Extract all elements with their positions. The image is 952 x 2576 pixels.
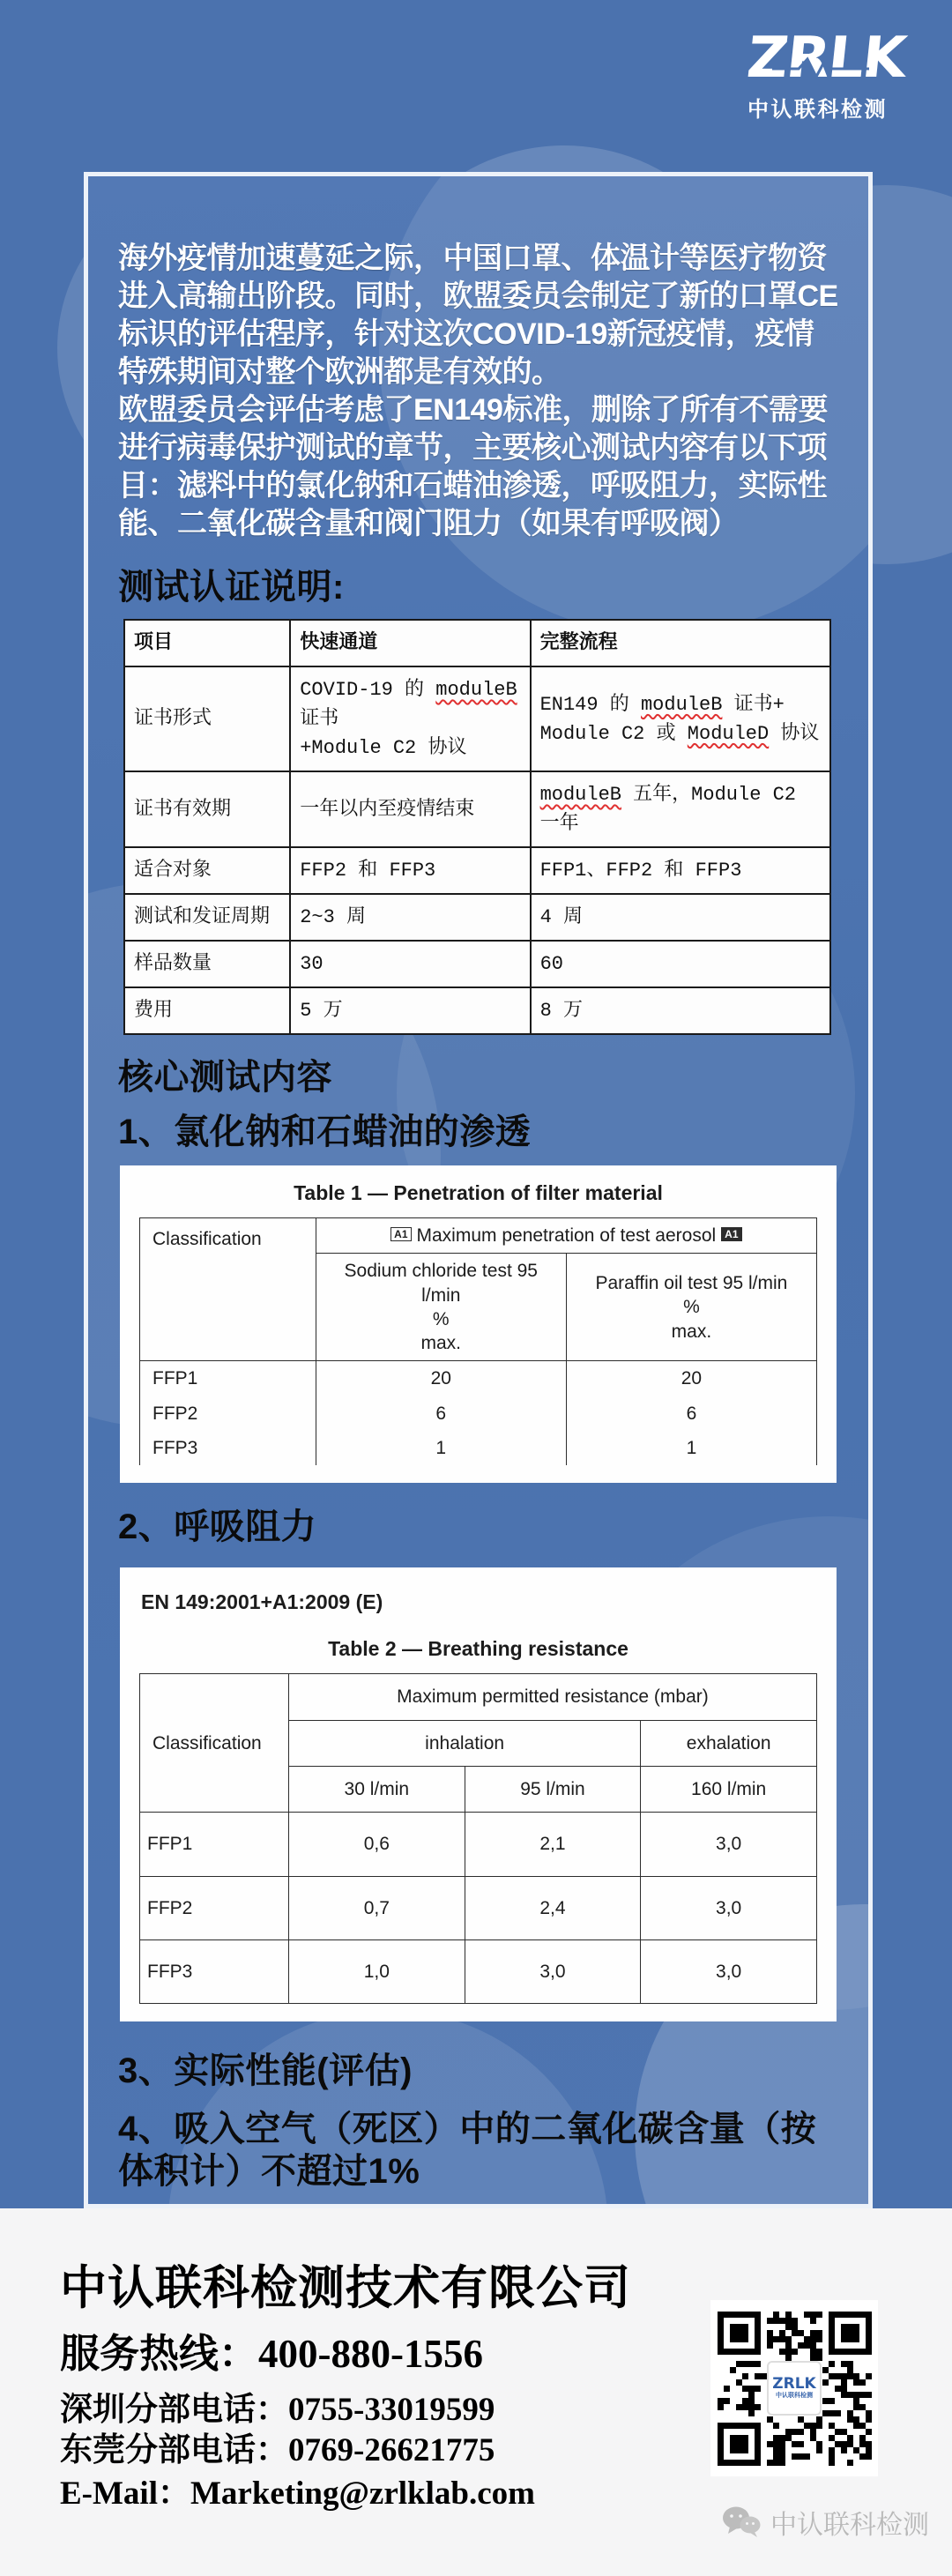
column-header: 项目 xyxy=(124,620,290,666)
table-row xyxy=(140,1813,817,1876)
penetration-table xyxy=(139,1217,817,1465)
shenzhen-phone: 深圳分部电话：0755-33019599 xyxy=(60,2392,495,2428)
table-cell: 样品数量 xyxy=(124,941,290,987)
table-cell: FFP1 xyxy=(140,1813,289,1876)
column-header: 完整流程 xyxy=(531,620,830,666)
table-row xyxy=(140,1396,817,1431)
table-cell: 6 xyxy=(566,1396,816,1431)
qr-center-logo xyxy=(767,2361,822,2416)
table2-flow-160: 160 l/min xyxy=(641,1766,817,1812)
table-cell: 2,4 xyxy=(465,1876,641,1939)
table2-exhalation-header: exhalation xyxy=(641,1720,817,1766)
intro-paragraph-1: 海外疫情加速蔓延之际，中国口罩、体温计等医疗物资进入高输出阶段。同时，欧盟委员会制定了新的口罩CE标识的评估程序，针对这次COVID-19新冠疫情，疫情特殊期间对整个欧洲都是有效的。 xyxy=(118,242,838,389)
table1-subheader-nacl: Sodium chloride test 95 l/min % max. xyxy=(316,1254,566,1361)
email-address: E-Mail：Marketing@zrlklab.com xyxy=(60,2475,535,2512)
column-header: 快速通道 xyxy=(290,620,530,666)
table-row xyxy=(124,941,830,987)
table-row xyxy=(140,1939,817,2003)
table2-classification-header: Classification xyxy=(140,1674,289,1813)
table-cell: 1 xyxy=(316,1431,566,1465)
table2-span-header: Maximum permitted resistance (mbar) xyxy=(288,1674,816,1720)
table-cell: EN149 的 moduleB 证书+ Module C2 或 ModuleD 协议 xyxy=(531,666,830,771)
company-name: 中认联科检测技术有限公司 xyxy=(60,2262,631,2314)
table-cell: 证书有效期 xyxy=(124,771,290,847)
table-cell: FFP2 和 FFP3 xyxy=(290,847,530,894)
table-cell: 1,0 xyxy=(288,1939,465,2003)
table-row xyxy=(124,894,830,941)
ecg-pulse-icon xyxy=(772,56,869,79)
table-cell: 一年以内至疫情结束 xyxy=(290,771,530,847)
table2-body xyxy=(140,1813,817,2004)
wechat-watermark xyxy=(721,2503,929,2542)
table-row xyxy=(124,771,830,847)
table-cell: 4 周 xyxy=(531,894,830,941)
table-cell: FFP3 xyxy=(140,1939,289,2003)
table-cell: 3,0 xyxy=(641,1813,817,1876)
zrlk-logo-name: 中认联科检测 xyxy=(747,98,888,122)
cert-section-title: 测试认证说明: xyxy=(118,568,345,607)
table-cell: 2,1 xyxy=(465,1813,641,1876)
table-row xyxy=(140,1876,817,1939)
breathing-resistance-table xyxy=(139,1673,817,2004)
table-cell: COVID-19 的 moduleB 证书 +Module C2 协议 xyxy=(290,666,530,771)
table-cell: 5 万 xyxy=(290,987,530,1034)
table-row xyxy=(124,987,830,1034)
table2-flow-30: 30 l/min xyxy=(288,1766,465,1812)
table-cell: FFP1、FFP2 和 FFP3 xyxy=(531,847,830,894)
revision-tag-icon: A1 xyxy=(721,1227,741,1241)
core-item-1-heading: 1、氯化钠和石蜡油的渗透 xyxy=(118,1113,532,1151)
table1-subheader-paraffin: Paraffin oil test 95 l/min % max. xyxy=(566,1254,816,1361)
zrlk-logo-wordmark: ZRLK xyxy=(744,26,908,91)
zrlk-logo xyxy=(744,26,908,123)
certification-table-body xyxy=(124,666,830,1034)
table1-classification-header: Classification xyxy=(140,1218,316,1361)
table-cell: 30 xyxy=(290,941,530,987)
table-cell: FFP2 xyxy=(140,1396,316,1431)
core-section-title: 核心测试内容 xyxy=(118,1058,332,1097)
table-cell: moduleB 五年，Module C2 一年 xyxy=(531,771,830,847)
service-hotline: 服务热线：400-880-1556 xyxy=(60,2332,483,2376)
dongguan-phone: 东莞分部电话：0769-26621775 xyxy=(60,2432,495,2468)
table1-body xyxy=(140,1361,817,1465)
table-row xyxy=(140,1361,817,1396)
certification-table xyxy=(123,619,831,1035)
table-cell: FFP1 xyxy=(140,1361,316,1396)
table-cell: FFP3 xyxy=(140,1431,316,1465)
certification-table-head xyxy=(124,620,830,666)
en-standard-ref: EN 149:2001+A1:2009 (E) xyxy=(141,1590,383,1614)
footer xyxy=(0,2208,952,2576)
table-cell: 2~3 周 xyxy=(290,894,530,941)
qr-logo-wordmark: ZRLK xyxy=(772,2375,816,2393)
table-cell: 20 xyxy=(566,1361,816,1396)
wechat-icon xyxy=(721,2505,762,2540)
table1-title: Table 1 — Penetration of filter material xyxy=(294,1181,663,1204)
table-cell: FFP2 xyxy=(140,1876,289,1939)
revision-tag-icon: A1 xyxy=(390,1227,411,1241)
table2-flow-95: 95 l/min xyxy=(465,1766,641,1812)
core-item-4-heading: 4、吸入空气（死区）中的二氧化碳含量（按体积计）不超过1% xyxy=(118,2110,817,2192)
intro-paragraph-2: 欧盟委员会评估考虑了EN149标准，删除了所有不需要进行病毒保护测试的章节，主要核心测试内容有以下项目：滤料中的氯化钠和石蜡油渗透，呼吸阻力，实际性能、二氧化碳含量和阀门阻力（如果有呼吸阀） xyxy=(118,393,828,540)
qr-code-container xyxy=(710,2300,878,2476)
table-cell: 费用 xyxy=(124,987,290,1034)
table-row xyxy=(124,620,830,666)
table1-span-header: A1 Maximum penetration of test aerosol A1 xyxy=(316,1218,816,1254)
qr-logo-name: 中认联科检测 xyxy=(776,2393,813,2399)
core-item-3-heading: 3、实际性能(评估) xyxy=(118,2051,413,2091)
table-cell: 3,0 xyxy=(641,1876,817,1939)
table-cell: 6 xyxy=(316,1396,566,1431)
table2-panel xyxy=(120,1567,837,2021)
table-cell: 60 xyxy=(531,941,830,987)
table-cell: 3,0 xyxy=(641,1939,817,2003)
core-item-2-heading: 2、呼吸阻力 xyxy=(118,1508,317,1547)
table-cell: 8 万 xyxy=(531,987,830,1034)
table2-inhalation-header: inhalation xyxy=(288,1720,640,1766)
wechat-account-name: 中认联科检测 xyxy=(770,2511,929,2540)
table-cell: 3,0 xyxy=(465,1939,641,2003)
table-cell: 0,7 xyxy=(288,1876,465,1939)
table1-panel xyxy=(120,1165,837,1483)
table2-title: Table 2 — Breathing resistance xyxy=(328,1637,628,1661)
table-row xyxy=(124,847,830,894)
table-cell: 20 xyxy=(316,1361,566,1396)
table-cell: 证书形式 xyxy=(124,666,290,771)
content-box xyxy=(84,172,873,2208)
table-cell: 适合对象 xyxy=(124,847,290,894)
table-cell: 测试和发证周期 xyxy=(124,894,290,941)
table-row xyxy=(140,1431,817,1465)
table-cell: 1 xyxy=(566,1431,816,1465)
table-row xyxy=(124,666,830,771)
table-cell: 0,6 xyxy=(288,1813,465,1876)
